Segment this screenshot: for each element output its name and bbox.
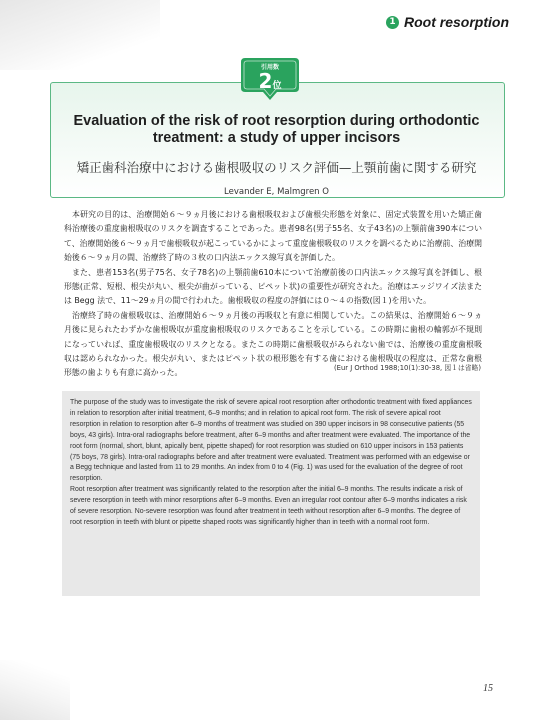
body-paragraph: 本研究の目的は、治療開始６～９ヵ月後における歯根吸収および歯根尖形態を対象に、固定式装置を用いた矯正歯科治療後の重度歯根吸収のリスクを調査することであった。患者98名(男子55名、女子43名)の上顎前歯390本について、治療開始後６～９ヵ月で歯根吸収が起こっているかによって重度歯根吸収のリスクを調べるために治療前、治療開始後６～９ヵ月の間、治療終了時の３枚の口内法エックス線写真を評価した。 <box>64 210 482 263</box>
section-number-badge: 1 <box>386 16 399 29</box>
abstract-en <box>70 398 472 529</box>
section-title: Root resorption <box>404 14 509 30</box>
article-title-en: Evaluation of the risk of root resorption during orthodontic treatment: a study of upper incisors <box>73 113 480 146</box>
corner-decoration-top <box>0 0 160 70</box>
rank-badge <box>241 58 299 100</box>
abstract-paragraph: Root resorption after treatment was significantly related to the resorption after the initial 6–9 months. The results indicate a risk of severe resorption in teeth with minor resorptions after 6–9 months. Even an irregular root contour after 6–9 months indicates a risk of severe resorption. No-severe resorption was found after treatment in teeth without resorption after 6–9 months. The degree of root resorption in teeth with blunt or pipette shaped roots was significantly higher than in teeth with a normal root form. <box>70 486 467 526</box>
abstract-paragraph: The purpose of the study was to investigate the risk of severe apical root resorption after orthodontic treatment with fixed appliances in relation to resorption after initial treatment, 6–9 months; and in relation to apical root form. The risk of severe apical root resorption in relation to resorption after 6–9 months of treatment was studied on 390 upper incisors in 98 consecutive patients (55 boys, 43 girls). Intra-oral radiographs before treatment, after 6–9 months and after treatment were evaluated. The importance of the root form (normal, short, blunt, apically bent, pipette shaped) for root resorption was studied on 610 upper incisors in 153 patients (75 boys, 78 girls). Intra-oral radiographs before and after treatment were evaluated. Treatment was performed with an edgewise or a Begg technique and lasted from 11 to 29 months. An index from 0 to 4 (Fig. 1) was used for the evaluation of the degree of root resorption. <box>70 399 472 483</box>
article-body-ja <box>64 208 482 381</box>
article-authors: Levander E, Malmgren O <box>224 187 329 197</box>
citation: (Eur J Orthod 1988;10(1):30-38, 図１は省略) <box>334 364 481 372</box>
body-paragraph: 治療終了時の歯根吸収は、治療開始６～９ヵ月後の再吸収と有意に相関していた。この結果は、治療開始６～９ヵ月後に見られたわずかな歯根吸収が重度歯根吸収のリスクであることを示している。この時期に歯根の輪郭が不規則になっていれば、重度歯根吸収のリスクとなる。またこの時期に歯根吸収がみられない歯では、治療後の重度歯根吸収は認められなかった。根尖が丸い、またはピペット状の根形態を有する歯における歯根吸収の程度は、正常な歯根形態の歯よりも有意に高かった。 <box>64 310 482 378</box>
corner-decoration-bottom <box>0 660 70 720</box>
rank-value <box>241 70 299 97</box>
page-number: 15 <box>483 683 493 694</box>
section-header <box>386 14 509 30</box>
rank-number: 2 <box>258 69 273 93</box>
article-title-ja: 矯正歯科治療中における歯根吸収のリスク評価—上顎前歯に関する研究 <box>76 160 477 175</box>
rank-caption: 引用数 <box>260 64 279 71</box>
rank-suffix: 位 <box>272 81 282 91</box>
body-paragraph: また、患者153名(男子75名、女子78名)の上顎前歯610本について治療前後の口内法エックス線写真を評価し、根形態(正常、短根、根尖が丸い、根尖が曲がっている、ピペット状)の重要性が研究された。治療はエッジワイズ法または Begg 法で、11～29ヵ月の間で行われた。歯根吸収の程度の評価には０～４の指数(図１)を用いた。 <box>64 267 482 306</box>
